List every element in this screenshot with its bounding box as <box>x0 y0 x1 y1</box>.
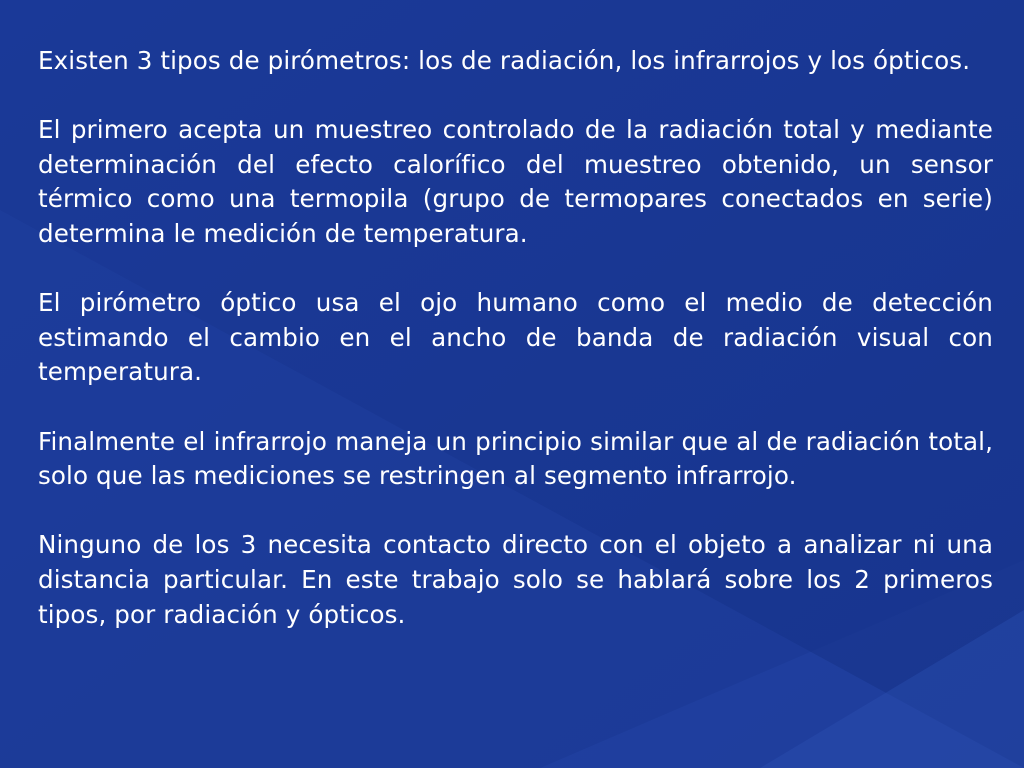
paragraph-infrared-pyrometer: Finalmente el infrarrojo maneja un principio similar que al de radiación total, solo que las mediciones se restringen al segmento infrarrojo. <box>38 426 993 491</box>
paragraph-radiation-pyrometer: El primero acepta un muestreo controlado de la radiación total y mediante determinación del efecto calorífico del muestreo obtenido, un sensor térmico como una termopila (grupo de termopares conectados en serie) determina le medición de temperatura. <box>38 115 993 248</box>
paragraph-conclusion: Ninguno de los 3 necesita contacto directo con el objeto a analizar ni una distancia particular. En este trabajo solo se hablará sobre los 2 primeros tipos, por radiación y ópticos. <box>38 530 993 629</box>
paragraph-pyrometer-types: Existen 3 tipos de pirómetros: los de radiación, los infrarrojos y los ópticos. <box>38 46 971 75</box>
slide-body <box>38 44 993 632</box>
paragraph-optical-pyrometer: El pirómetro óptico usa el ojo humano como el medio de detección estimando el cambio en el ancho de banda de radiación visual con temperatura. <box>38 288 993 387</box>
